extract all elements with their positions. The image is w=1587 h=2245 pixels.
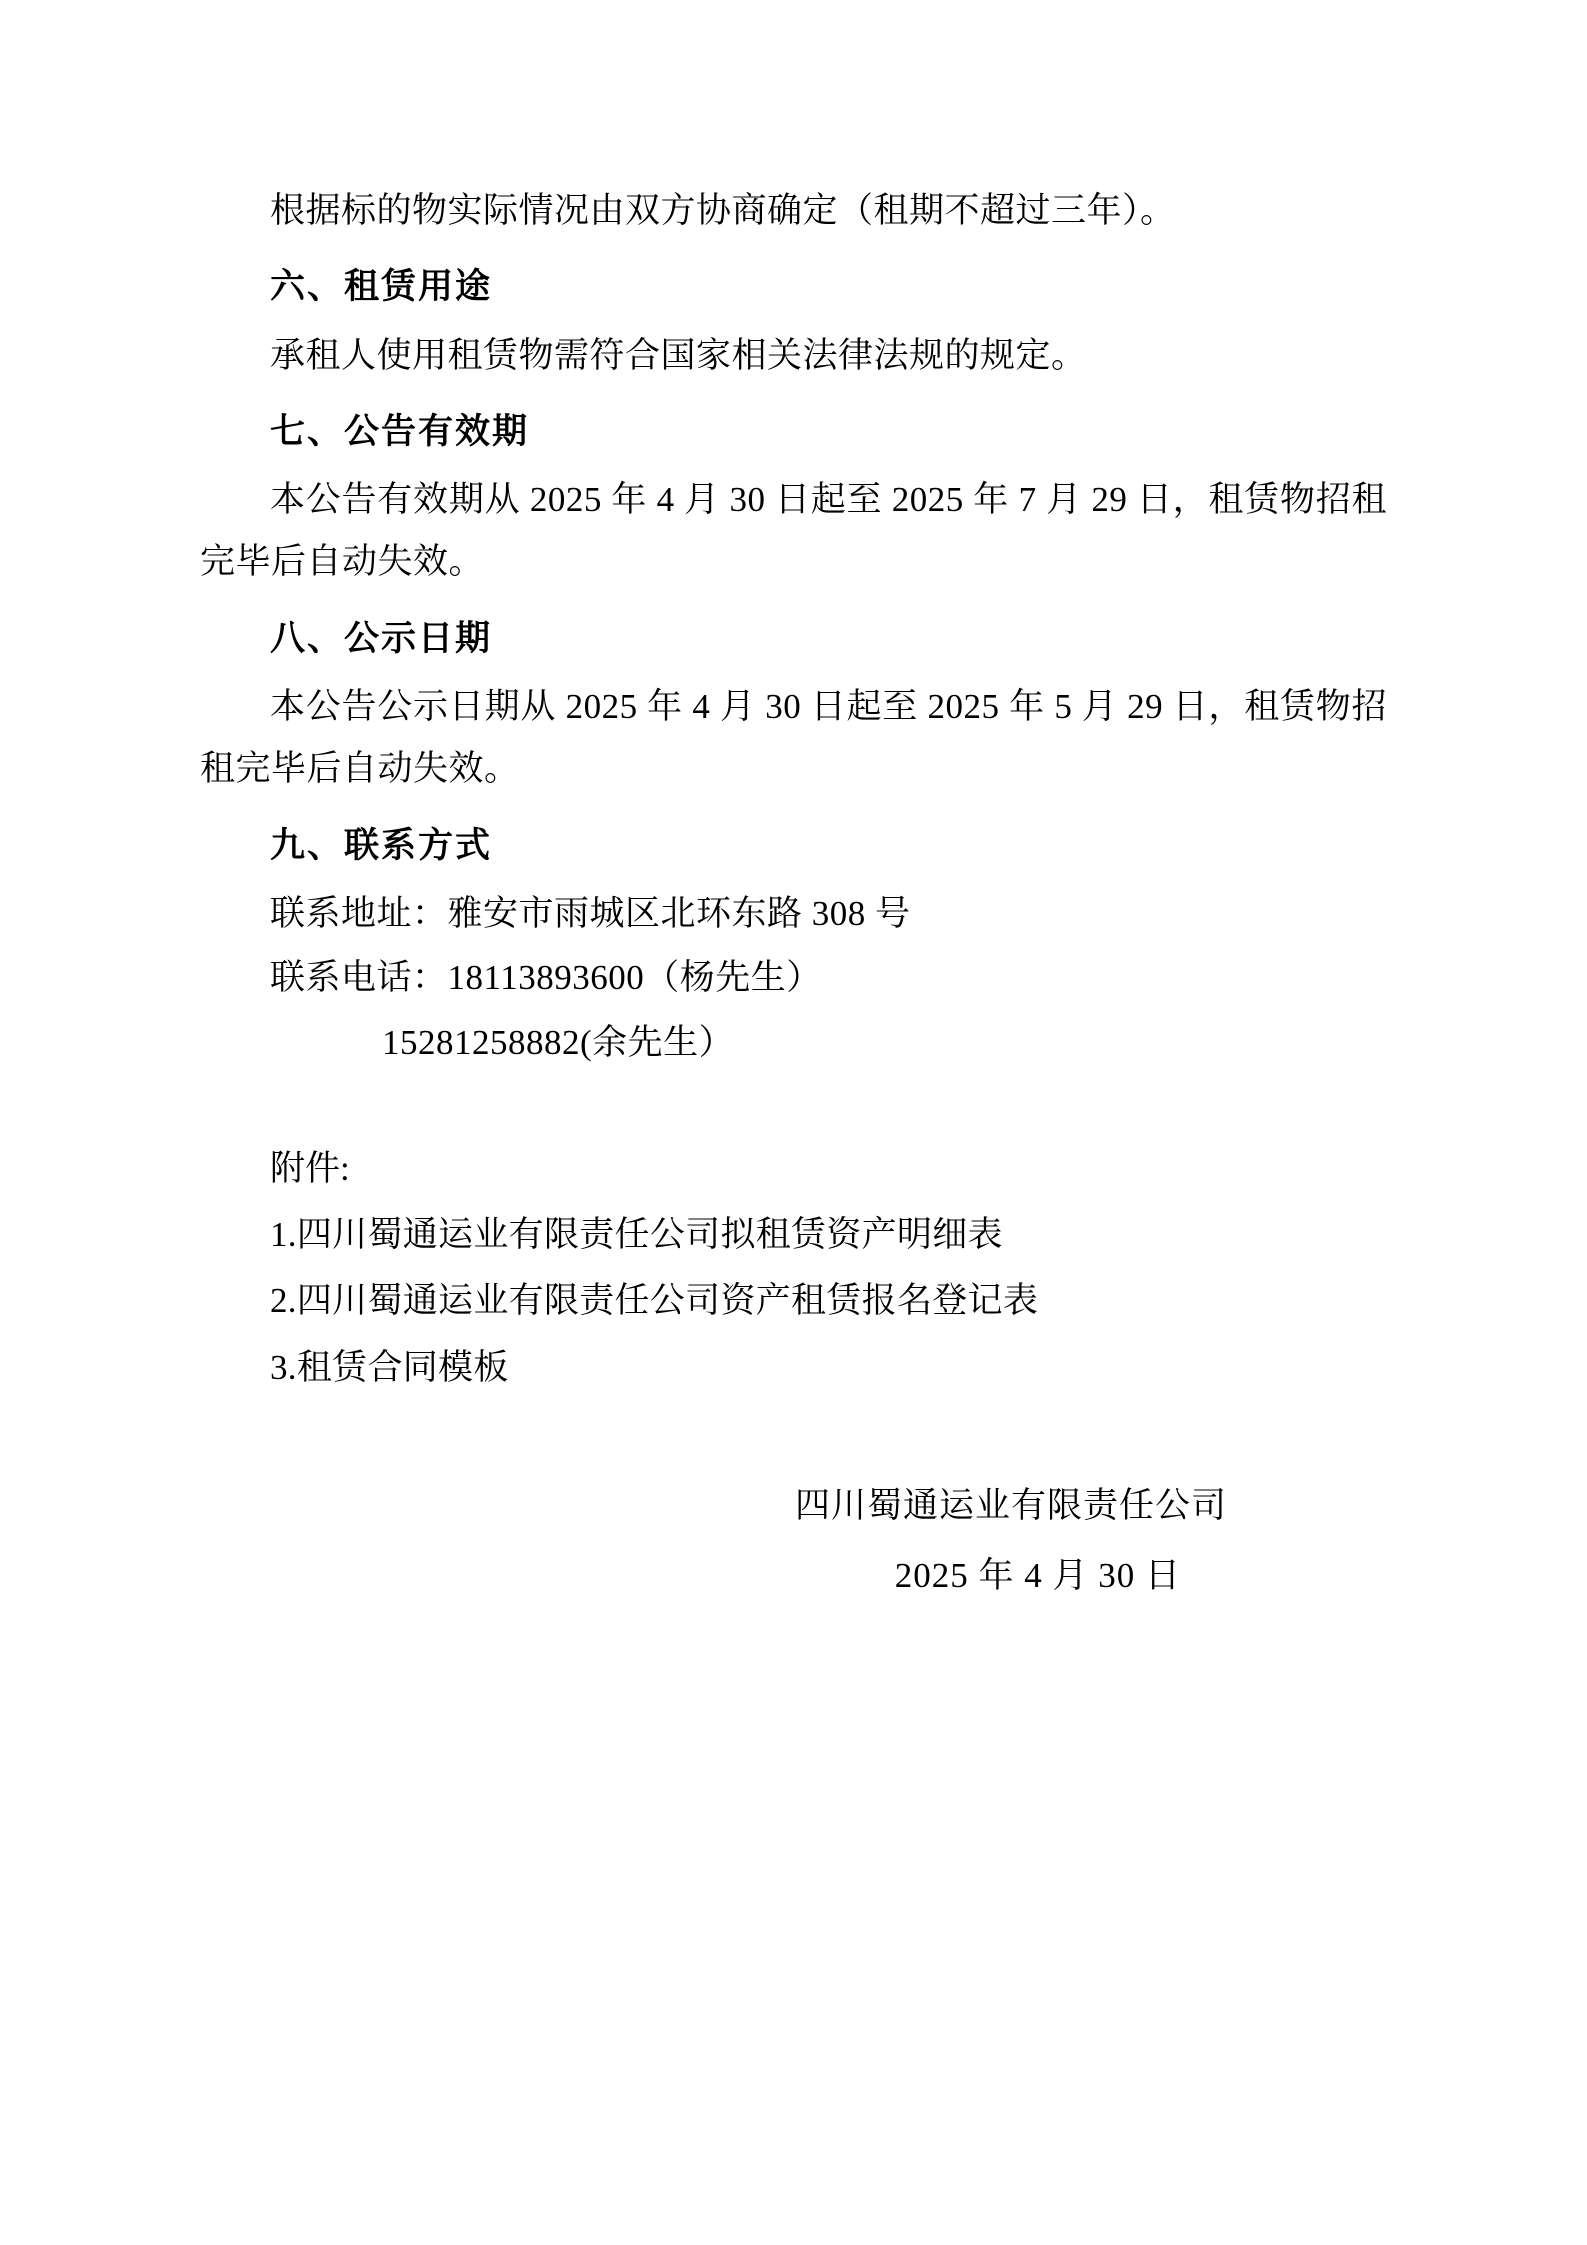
paragraph-lease-purpose: 承租人使用租赁物需符合国家相关法律法规的规定。 (270, 335, 1087, 375)
section-heading-announcement-validity: 七、公告有效期 (270, 411, 530, 451)
attachment-item-2: 2.四川蜀通运业有限责任公司资产租赁报名登记表 (270, 1281, 1039, 1321)
paragraph-announcement-validity: 本公告有效期从 2025 年 4 月 30 日起至 2025 年 7 月 29 日，租赁物招租完毕后自动失效。 (200, 480, 1387, 582)
attachment-item-1: 1.四川蜀通运业有限责任公司拟租赁资产明细表 (270, 1215, 1003, 1255)
document-body (200, 180, 1387, 1608)
section-heading-publicity-date: 八、公示日期 (270, 618, 493, 658)
contact-address: 联系地址：雅安市雨城区北环东路 308 号 (270, 893, 911, 933)
paragraph-lease-term: 根据标的物实际情况由双方协商确定（租期不超过三年）。 (270, 191, 1176, 230)
contact-phone-primary: 联系电话：18113893600（杨先生） (270, 958, 822, 998)
signature-company: 四川蜀通运业有限责任公司 (794, 1486, 1227, 1526)
contact-phone-secondary: 15281258882(余先生） (382, 1022, 735, 1062)
attachment-item-3: 3.租赁合同模板 (270, 1347, 509, 1387)
paragraph-publicity-date: 本公告公示日期从 2025 年 4 月 30 日起至 2025 年 5 月 29 日，租赁物招租完毕后自动失效。 (200, 687, 1387, 789)
section-heading-lease-purpose: 六、租赁用途 (270, 267, 493, 307)
signature-date: 2025 年 4 月 30 日 (894, 1556, 1181, 1596)
signature-block (200, 1475, 1387, 1608)
section-heading-contact: 九、联系方式 (270, 825, 493, 865)
section-spacer (200, 1076, 1387, 1138)
attachments-title: 附件: (270, 1148, 350, 1188)
